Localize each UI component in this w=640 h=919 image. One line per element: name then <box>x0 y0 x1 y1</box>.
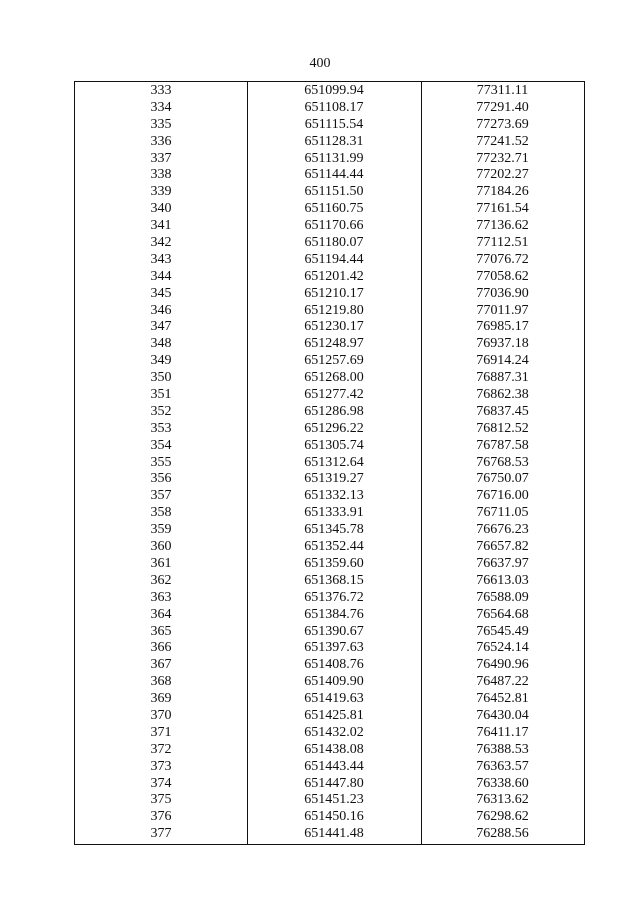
table-row <box>75 590 584 607</box>
y-coordinate-cell: 76837.45 <box>476 403 529 419</box>
y-coordinate-cell: 76787.58 <box>476 437 529 453</box>
point-number-cell: 367 <box>150 657 172 673</box>
x-coordinate-cell: 651131.99 <box>304 150 364 166</box>
point-number-cell: 335 <box>150 116 172 132</box>
x-coordinate-cell: 651115.54 <box>304 116 364 132</box>
x-coordinate-cell: 651332.13 <box>304 488 364 504</box>
point-number-cell: 352 <box>150 403 172 419</box>
y-coordinate-cell: 76750.07 <box>476 471 529 487</box>
table-row <box>75 809 584 826</box>
table-row <box>75 539 584 556</box>
point-number-cell: 354 <box>150 437 172 453</box>
y-coordinate-cell: 76430.04 <box>476 707 529 723</box>
y-coordinate-cell: 76812.52 <box>476 420 529 436</box>
point-number-cell: 376 <box>150 809 172 825</box>
x-coordinate-cell: 651390.67 <box>304 623 364 639</box>
table-row <box>75 657 584 674</box>
y-coordinate-cell: 77058.62 <box>476 268 529 284</box>
point-number-cell: 372 <box>150 741 172 757</box>
x-coordinate-cell: 651170.66 <box>304 218 364 234</box>
x-coordinate-cell: 651345.78 <box>304 522 364 538</box>
table-row <box>75 522 584 539</box>
table-row <box>75 336 584 353</box>
point-number-cell: 347 <box>150 319 172 335</box>
point-number-cell: 360 <box>150 539 172 555</box>
point-number-cell: 345 <box>150 285 172 301</box>
y-coordinate-cell: 76363.57 <box>476 758 529 774</box>
x-coordinate-cell: 651451.23 <box>304 792 364 808</box>
x-coordinate-cell: 651108.17 <box>304 99 364 115</box>
y-coordinate-cell: 76985.17 <box>476 319 529 335</box>
point-number-cell: 370 <box>150 707 172 723</box>
table-body <box>75 83 584 843</box>
table-row <box>75 151 584 168</box>
x-coordinate-cell: 651277.42 <box>304 387 364 403</box>
y-coordinate-cell: 76338.60 <box>476 775 529 791</box>
x-coordinate-cell: 651384.76 <box>304 606 364 622</box>
y-coordinate-cell: 76298.62 <box>476 809 529 825</box>
point-number-cell: 351 <box>150 387 172 403</box>
table-row <box>75 640 584 657</box>
y-coordinate-cell: 77136.62 <box>476 218 529 234</box>
point-number-cell: 373 <box>150 758 172 774</box>
point-number-cell: 353 <box>150 420 172 436</box>
x-coordinate-cell: 651268.00 <box>304 370 364 386</box>
table-row <box>75 286 584 303</box>
x-coordinate-cell: 651438.08 <box>304 741 364 757</box>
table-row <box>75 556 584 573</box>
x-coordinate-cell: 651144.44 <box>304 167 364 183</box>
x-coordinate-cell: 651450.16 <box>304 809 364 825</box>
point-number-cell: 356 <box>150 471 172 487</box>
y-coordinate-cell: 77076.72 <box>476 251 529 267</box>
x-coordinate-cell: 651447.80 <box>304 775 364 791</box>
point-number-cell: 336 <box>150 133 172 149</box>
x-coordinate-cell: 651408.76 <box>304 657 364 673</box>
table-row <box>75 691 584 708</box>
point-number-cell: 368 <box>150 674 172 690</box>
x-coordinate-cell: 651160.75 <box>304 201 364 217</box>
x-coordinate-cell: 651151.50 <box>304 184 364 200</box>
point-number-cell: 362 <box>150 572 172 588</box>
x-coordinate-cell: 651210.17 <box>304 285 364 301</box>
y-coordinate-cell: 76524.14 <box>476 640 529 656</box>
table-row <box>75 252 584 269</box>
x-coordinate-cell: 651305.74 <box>304 437 364 453</box>
x-coordinate-cell: 651099.94 <box>304 83 364 98</box>
x-coordinate-cell: 651319.27 <box>304 471 364 487</box>
x-coordinate-cell: 651180.07 <box>304 235 364 251</box>
table-row <box>75 184 584 201</box>
x-coordinate-cell: 651443.44 <box>304 758 364 774</box>
x-coordinate-cell: 651419.63 <box>304 691 364 707</box>
table-row <box>75 505 584 522</box>
point-number-cell: 348 <box>150 336 172 352</box>
y-coordinate-cell: 77232.71 <box>476 150 529 166</box>
table-row <box>75 488 584 505</box>
x-coordinate-cell: 651432.02 <box>304 724 364 740</box>
table-row <box>75 303 584 320</box>
y-coordinate-cell: 76288.56 <box>476 826 529 842</box>
y-coordinate-cell: 77241.52 <box>476 133 529 149</box>
y-coordinate-cell: 77011.97 <box>476 302 529 318</box>
table-row <box>75 100 584 117</box>
table-row <box>75 167 584 184</box>
table-row <box>75 759 584 776</box>
table-row <box>75 353 584 370</box>
y-coordinate-cell: 76768.53 <box>476 454 529 470</box>
y-coordinate-cell: 76716.00 <box>476 488 529 504</box>
x-coordinate-cell: 651359.60 <box>304 555 364 571</box>
x-coordinate-cell: 651296.22 <box>304 420 364 436</box>
x-coordinate-cell: 651352.44 <box>304 539 364 555</box>
table-row <box>75 387 584 404</box>
point-number-cell: 355 <box>150 454 172 470</box>
point-number-cell: 342 <box>150 235 172 251</box>
y-coordinate-cell: 77202.27 <box>476 167 529 183</box>
y-coordinate-cell: 76657.82 <box>476 539 529 555</box>
x-coordinate-cell: 651128.31 <box>304 133 364 149</box>
x-coordinate-cell: 651441.48 <box>304 826 364 842</box>
x-coordinate-cell: 651230.17 <box>304 319 364 335</box>
y-coordinate-cell: 77311.11 <box>476 83 529 98</box>
table-row <box>75 708 584 725</box>
point-number-cell: 341 <box>150 218 172 234</box>
y-coordinate-cell: 76676.23 <box>476 522 529 538</box>
table-row <box>75 826 584 843</box>
point-number-cell: 364 <box>150 606 172 622</box>
point-number-cell: 366 <box>150 640 172 656</box>
y-coordinate-cell: 76887.31 <box>476 370 529 386</box>
y-coordinate-cell: 77112.51 <box>476 235 529 251</box>
x-coordinate-cell: 651248.97 <box>304 336 364 352</box>
point-number-cell: 359 <box>150 522 172 538</box>
point-number-cell: 375 <box>150 792 172 808</box>
y-coordinate-cell: 77291.40 <box>476 99 529 115</box>
coordinates-table <box>74 81 585 845</box>
table-row <box>75 792 584 809</box>
y-coordinate-cell: 76452.81 <box>476 691 529 707</box>
table-row <box>75 134 584 151</box>
point-number-cell: 346 <box>150 302 172 318</box>
point-number-cell: 333 <box>150 83 172 98</box>
y-coordinate-cell: 76388.53 <box>476 741 529 757</box>
point-number-cell: 358 <box>150 505 172 521</box>
point-number-cell: 361 <box>150 555 172 571</box>
table-row <box>75 404 584 421</box>
x-coordinate-cell: 651194.44 <box>304 251 364 267</box>
table-row <box>75 573 584 590</box>
x-coordinate-cell: 651409.90 <box>304 674 364 690</box>
point-number-cell: 340 <box>150 201 172 217</box>
y-coordinate-cell: 76637.97 <box>476 555 529 571</box>
table-row <box>75 674 584 691</box>
table-row <box>75 471 584 488</box>
table-row <box>75 421 584 438</box>
point-number-cell: 349 <box>150 353 172 369</box>
table-row <box>75 624 584 641</box>
y-coordinate-cell: 77184.26 <box>476 184 529 200</box>
table-row <box>75 269 584 286</box>
point-number-cell: 344 <box>150 268 172 284</box>
x-coordinate-cell: 651333.91 <box>304 505 364 521</box>
point-number-cell: 357 <box>150 488 172 504</box>
point-number-cell: 334 <box>150 99 172 115</box>
table-row <box>75 725 584 742</box>
point-number-cell: 338 <box>150 167 172 183</box>
point-number-cell: 369 <box>150 691 172 707</box>
table-row <box>75 607 584 624</box>
x-coordinate-cell: 651376.72 <box>304 589 364 605</box>
x-coordinate-cell: 651368.15 <box>304 572 364 588</box>
x-coordinate-cell: 651312.64 <box>304 454 364 470</box>
y-coordinate-cell: 76490.96 <box>476 657 529 673</box>
y-coordinate-cell: 76313.62 <box>476 792 529 808</box>
point-number-cell: 377 <box>150 826 172 842</box>
x-coordinate-cell: 651397.63 <box>304 640 364 656</box>
y-coordinate-cell: 76588.09 <box>476 589 529 605</box>
point-number-cell: 343 <box>150 251 172 267</box>
point-number-cell: 339 <box>150 184 172 200</box>
x-coordinate-cell: 651219.80 <box>304 302 364 318</box>
table-row <box>75 201 584 218</box>
x-coordinate-cell: 651425.81 <box>304 707 364 723</box>
page-number: 400 <box>309 56 331 71</box>
table-row <box>75 117 584 134</box>
table-row <box>75 235 584 252</box>
y-coordinate-cell: 76487.22 <box>476 674 529 690</box>
point-number-cell: 363 <box>150 589 172 605</box>
table-row <box>75 438 584 455</box>
table-row <box>75 742 584 759</box>
x-coordinate-cell: 651201.42 <box>304 268 364 284</box>
point-number-cell: 337 <box>150 150 172 166</box>
y-coordinate-cell: 77161.54 <box>476 201 529 217</box>
y-coordinate-cell: 76411.17 <box>476 724 529 740</box>
x-coordinate-cell: 651286.98 <box>304 403 364 419</box>
y-coordinate-cell: 77273.69 <box>476 116 529 132</box>
y-coordinate-cell: 76937.18 <box>476 336 529 352</box>
point-number-cell: 371 <box>150 724 172 740</box>
y-coordinate-cell: 76564.68 <box>476 606 529 622</box>
y-coordinate-cell: 77036.90 <box>476 285 529 301</box>
point-number-cell: 374 <box>150 775 172 791</box>
y-coordinate-cell: 76711.05 <box>476 505 529 521</box>
table-row <box>75 776 584 793</box>
table-row <box>75 319 584 336</box>
y-coordinate-cell: 76914.24 <box>476 353 529 369</box>
table-row <box>75 455 584 472</box>
y-coordinate-cell: 76862.38 <box>476 387 529 403</box>
table-row <box>75 370 584 387</box>
y-coordinate-cell: 76613.03 <box>476 572 529 588</box>
point-number-cell: 365 <box>150 623 172 639</box>
point-number-cell: 350 <box>150 370 172 386</box>
table-row <box>75 218 584 235</box>
table-row <box>75 83 584 100</box>
y-coordinate-cell: 76545.49 <box>476 623 529 639</box>
x-coordinate-cell: 651257.69 <box>304 353 364 369</box>
